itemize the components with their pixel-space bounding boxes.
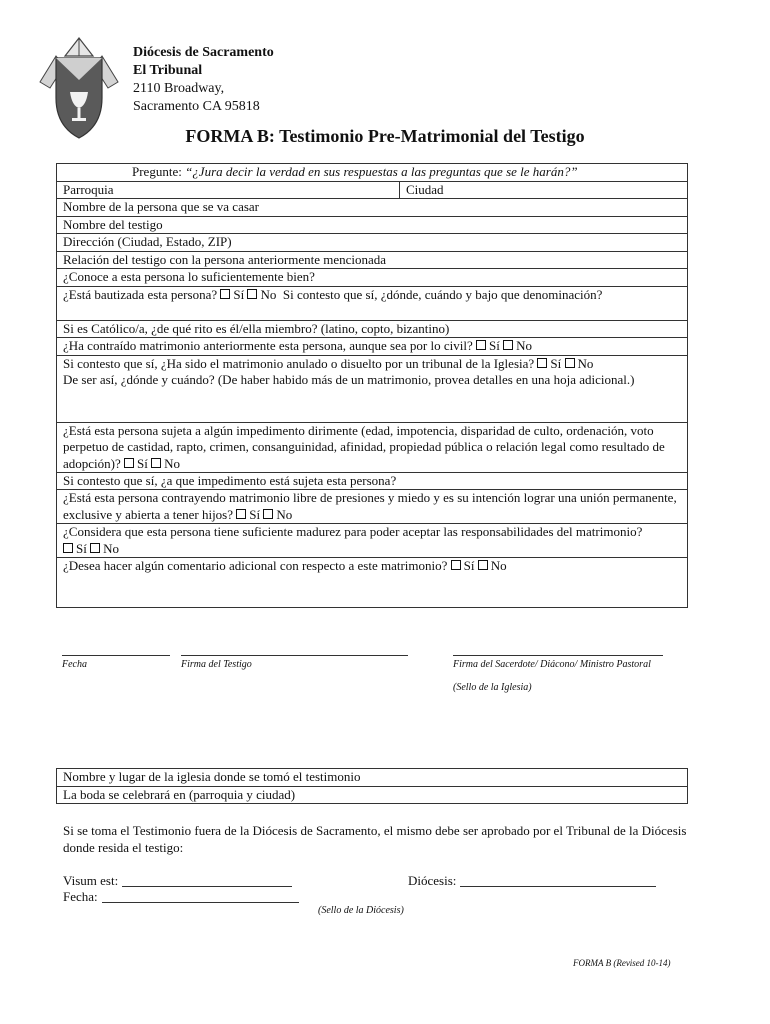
bautizada-question: ¿Está bautizada esta persona? [63,286,218,302]
si-label: Sí [76,540,87,556]
fecha-approval-line[interactable] [63,889,299,905]
fecha-approval-label: Fecha: [63,889,98,904]
no-label: No [164,455,180,471]
question-text: “¿Jura decir la verdad en sus respuestas a las preguntas que se le harán?” [185,164,578,179]
diocese-header [133,44,274,116]
madurez-si-checkbox[interactable] [63,543,73,553]
diocesis-label: Diócesis: [408,873,457,888]
no-label: No [577,355,594,371]
libre-row[interactable] [57,489,687,523]
impedimento-si-checkbox[interactable] [124,458,134,468]
oath-question-row [57,164,687,181]
address-line-1: 2110 Broadway, [133,81,225,96]
anulado-si-checkbox[interactable] [537,358,547,368]
anulado-no-checkbox[interactable] [565,358,575,368]
sello-diocesis-label: (Sello de la Diócesis) [318,905,404,916]
anulado-question: Si contesto que sí, ¿Ha sido el matrimonio anulado o disuelto por un tribunal de la Iglesia? [63,355,535,371]
address-line-2: Sacramento CA 95818 [133,99,260,114]
no-label: No [276,506,293,522]
direccion-field[interactable]: Dirección (Ciudad, Estado, ZIP) [57,233,687,251]
comentario-no-checkbox[interactable] [478,560,488,570]
fecha-signature-line[interactable]: Fecha [62,655,170,670]
contraido-no-checkbox[interactable] [503,340,513,350]
testimony-form-table [56,163,688,608]
diocesis-line[interactable] [408,873,656,889]
parroquia-ciudad-row [57,181,687,199]
boda-field[interactable]: La boda se celebrará en (parroquia y ciudad) [57,786,687,804]
church-info-table [56,768,688,804]
visum-line[interactable] [63,873,292,889]
bautizada-si-checkbox[interactable] [220,289,230,299]
bautizada-row[interactable] [57,286,687,320]
comentario-question: ¿Desea hacer algún comentario adicional con respecto a este matrimonio? [63,558,448,573]
anulado-detail: De ser así, ¿dónde y cuándo? (De haber habido más de un matrimonio, provea detalles en una hoja adicional.) [63,372,635,387]
bautizada-follow-up: Si contesto que sí, ¿dónde, cuándo y bajo que denominación? [282,286,603,302]
fecha-approval-blank[interactable] [102,890,299,903]
sello-iglesia-label: (Sello de la Iglesia) [453,682,532,693]
contraido-si-checkbox[interactable] [476,340,486,350]
firma-sacerdote-signature-line[interactable]: Firma del Sacerdote/ Diácono/ Ministro Pastoral [453,655,663,670]
madurez-no-checkbox[interactable] [90,543,100,553]
madurez-row[interactable] [57,523,687,557]
visum-blank[interactable] [122,874,292,887]
libre-question: ¿Está esta persona contrayendo matrimonio libre de presiones y miedo y es su intención lograr una unión permanente, exclusive y abierta a tener hijos? [63,490,677,522]
si-label: Sí [550,355,562,371]
form-revision: FORMA B (Revised 10-14) [573,958,671,968]
impedimento-row[interactable] [57,422,687,472]
no-label: No [260,286,277,302]
si-label: Sí [463,558,475,573]
relacion-field[interactable]: Relación del testigo con la persona anteriormente mencionada [57,251,687,269]
diocese-name: Diócesis de Sacramento [133,45,274,60]
iglesia-field[interactable]: Nombre y lugar de la iglesia donde se tomó el testimonio [63,769,361,784]
impedimento-question: ¿Está esta persona sujeta a algún impedimento dirimente (edad, impotencia, disparidad de culto, ordenación, voto perpetuo de castidad, rapto, crimen, consanguinidad, afinidad, propiedad pública o relación legal como resultado de adopción)? [63,422,665,471]
approval-note: Si se toma el Testimonio fuera de la Diócesis de Sacramento, el mismo debe ser aprobado por el Tribunal de la Diócesis donde resida el testigo: [63,823,687,855]
nombre-persona-field[interactable]: Nombre de la persona que se va casar [57,198,687,216]
nombre-testigo-field[interactable]: Nombre del testigo [57,216,687,234]
diocesis-blank[interactable] [460,874,656,887]
tribunal-name: El Tribunal [133,63,203,78]
libre-si-checkbox[interactable] [236,509,246,519]
comentario-si-checkbox[interactable] [451,560,461,570]
comentario-row[interactable] [57,557,687,607]
ciudad-field[interactable]: Ciudad [406,181,444,197]
impedimento-no-checkbox[interactable] [151,458,161,468]
si-label: Sí [249,506,261,522]
parroquia-field[interactable]: Parroquia [57,182,400,199]
contraido-row[interactable] [57,337,687,355]
no-label: No [103,540,119,556]
si-label: Sí [488,338,500,353]
si-label: Sí [137,455,148,471]
bautizada-no-checkbox[interactable] [247,289,257,299]
madurez-question: ¿Considera que esta persona tiene suficiente madurez para poder aceptar las responsabilidades del matrimonio? [63,524,643,539]
catolico-field[interactable]: Si es Católico/a, ¿de qué rito es él/ella miembro? (latino, copto, bizantino) [57,320,687,338]
visum-label: Visum est: [63,873,119,888]
no-label: No [490,558,507,573]
libre-no-checkbox[interactable] [263,509,273,519]
contraido-question: ¿Ha contraído matrimonio anteriormente esta persona, aunque sea por lo civil? [63,338,473,353]
no-label: No [516,338,532,353]
si-label: Sí [233,286,245,302]
anulado-row[interactable] [57,355,687,422]
firma-testigo-signature-line[interactable]: Firma del Testigo [181,655,408,670]
conoce-field[interactable]: ¿Conoce a esta persona lo suficientemente bien? [57,268,687,286]
form-title: FORMA B: Testimonio Pre-Matrimonial del Testigo [185,126,585,146]
question-label: Pregunte: [132,164,182,179]
impedimento-cual-field[interactable]: Si contesto que sí, ¿a que impedimento está sujeta esta persona? [57,472,687,490]
